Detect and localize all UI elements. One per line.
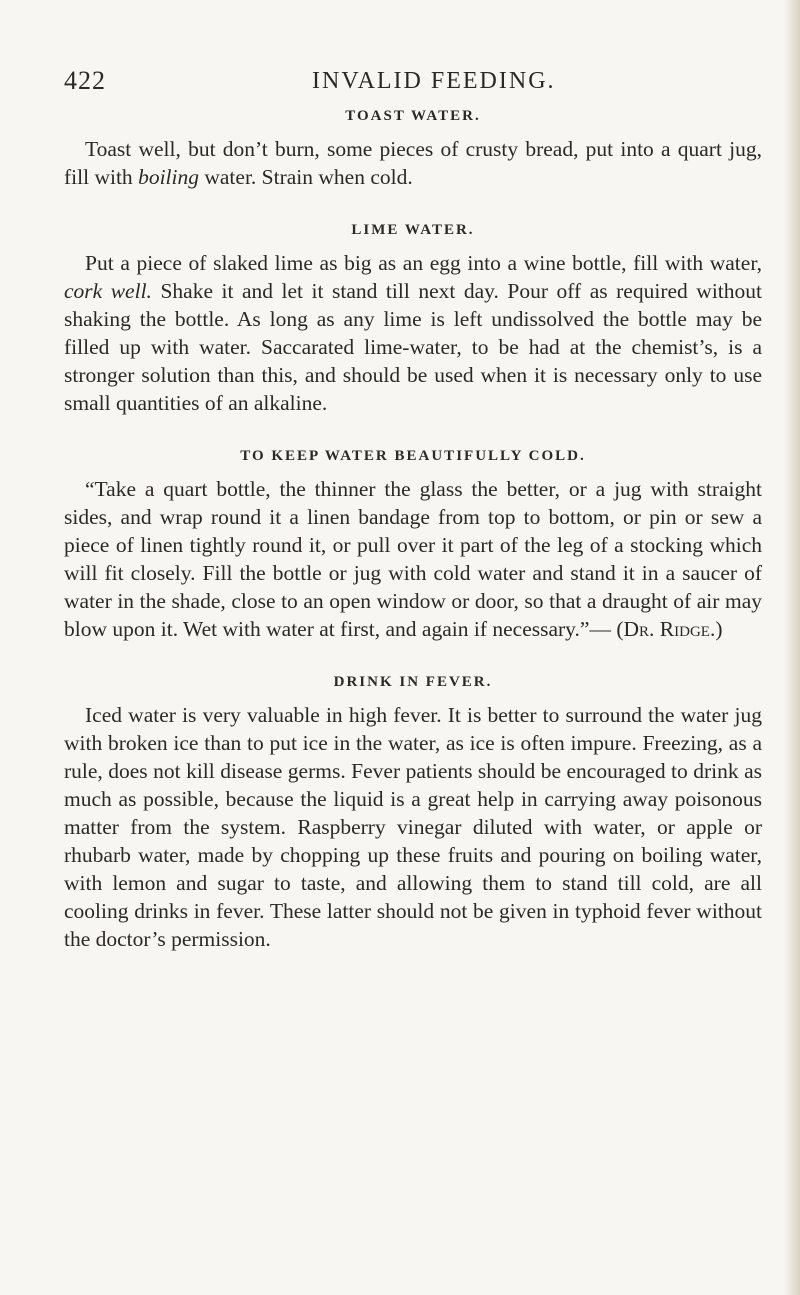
section-toast-water bbox=[64, 105, 762, 219]
section-title: TOAST WATER. bbox=[345, 108, 481, 124]
italic-run: cork well. bbox=[64, 279, 152, 303]
running-head: INVALID FEEDING. bbox=[312, 68, 556, 94]
page-number: 422 bbox=[64, 66, 106, 95]
smallcaps-run: Dr. Ridge. bbox=[623, 617, 716, 641]
page-edge-shadow bbox=[784, 0, 800, 1295]
section-title: TO KEEP WATER BEAUTIFULLY COLD. bbox=[240, 448, 586, 464]
section-lime-water bbox=[64, 219, 762, 445]
text-run: Iced water is very valuable in high fever. It is better to surround the water jug with broken ice than to put ice in the water, as ice is often impure. Freezing, as a rule, does not kill disease germs. Fever patients should be encouraged to drink as much as possible, because the liquid is a great help in carrying away poisonous matter from the system. Raspberry vinegar diluted with water, or apple or rhubarb water, made by chopping up these fruits and pouring on boiling water, with lemon and sugar to taste, and allowing them to stand till cold, are all cooling drinks in fever. These latter should not be given in typhoid fever without the doctor’s permission. bbox=[64, 703, 762, 951]
text-run: Toast well, but don’t burn, some pieces of crusty bread, put into a quart jug, fill with bbox=[64, 137, 762, 189]
section-drink-in-fever bbox=[64, 671, 762, 953]
section-paragraph bbox=[64, 249, 762, 417]
text-run: ) bbox=[715, 617, 723, 641]
section-paragraph bbox=[64, 475, 762, 643]
section-title: LIME WATER. bbox=[351, 222, 475, 238]
text-run: water. Strain when cold. bbox=[198, 165, 413, 189]
page-content bbox=[64, 105, 762, 953]
section-title: DRINK IN FEVER. bbox=[333, 674, 493, 690]
section-keep-water-cold bbox=[64, 445, 762, 671]
section-paragraph bbox=[64, 135, 762, 191]
text-run: Put a piece of slaked lime as big as an egg into a wine bottle, fill with water, bbox=[85, 251, 762, 275]
page-header bbox=[64, 66, 564, 100]
italic-run: boiling bbox=[138, 165, 199, 189]
section-paragraph bbox=[64, 701, 762, 953]
text-run: Shake it and let it stand till next day. Pour off as required without shaking the bottle. As long as any lime is left undissolved the bottle may be filled up with water. Saccarated lime-water, to be had at the chemist’s, is a stronger solution than this, and should be used when it is necessary only to use small quantities of an alkaline. bbox=[64, 279, 762, 415]
text-run: “Take a quart bottle, the thinner the glass the better, or a jug with straight sides, and wrap round it a linen bandage from top to bottom, or pin or sew a piece of linen tightly round it, or pull over it part of the leg of a stocking which will fit closely. Fill the bottle or jug with cold water and stand it in a saucer of water in the shade, close to an open window or door, so that a draught of air may blow upon it. Wet with water at first, and again if necessary.”— ( bbox=[64, 477, 762, 641]
